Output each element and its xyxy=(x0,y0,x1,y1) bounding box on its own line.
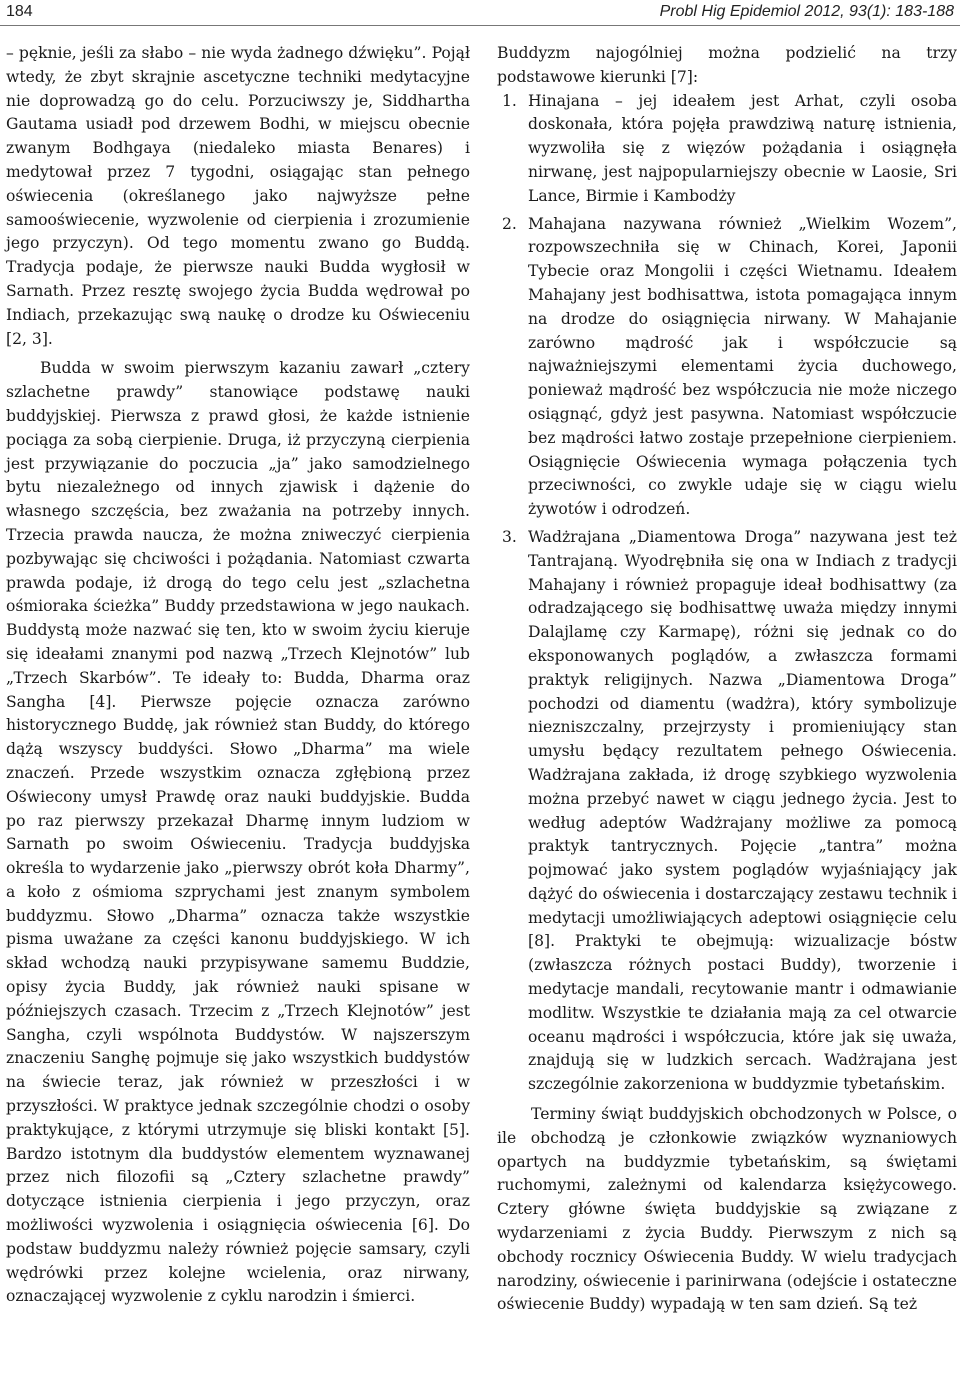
paragraph-buddhism-branches-intro: Buddyzm najogólniej można podzielić na trzy podstawowe kierunki [7]: xyxy=(497,44,957,86)
page-header xyxy=(0,0,960,26)
list-number: 2. xyxy=(502,214,517,233)
list-number: 3. xyxy=(502,527,517,546)
list-item-text: Hinajana – jej ideałem jest Arhat, czyli osoba doskonała, która pojęła prawdziwą naturę istnienia, wyzwoliła się z więzów pożądania i osiągnęła nirwanę, jest najpopularniejszy obecnie w Laosie, Sri Lance, Birmie i Kambodży xyxy=(528,91,957,205)
paragraph-buddhist-holidays: Terminy świąt buddyjskich obchodzonych w Polsce, o ile obchodzą je członkowie związków wyznaniowych opartych na buddyzmie tybetańskim, są świętami ruchomymi, zależnymi od kalendarza księżycowego. Cztery główne święta buddyjskie są związane z wydarzeniami z życia Buddy. Pierwszym z nich są obchody rocznicy Oświecenia Buddy. W wielu tradycjach narodziny, oświecenie i parinirwana (odejście i ostateczne oświecenie Buddy) wypadają w ten sam dzień. Są też xyxy=(497,1105,957,1314)
left-column xyxy=(6,42,470,1309)
list-number: 1. xyxy=(502,91,517,110)
page-number: 184 xyxy=(6,3,33,20)
list-item-text: Wadżrajana „Diamentowa Droga” nazywana jest też Tantrajaną. Wyodrębniła się ona w Indiach z tradycji Mahajany i również propaguje ideał bodhisattwy (za odradzającego się bodhisattwę uważa między innymi Dalajlamę czy Karmapę), różni się jednak co do eksponowanych poglądów, a zwłaszcza formami praktyk religijnych. Nazwa „Diamentowa Droga” pochodzi od diamentu (wadżra), który symbolizuje niezniszczalny, przejrzysty i promieniujący stan umysłu będący rezultatem pełnego Oświecenia. Wadżrajana zakłada, iż drogę szybkiego wyzwolenia można przebyć nawet w ciągu jednego życia. Jest to według adeptów Wadżrajany możliwe za pomocą praktyk tantrycznych. Pojęcie „tantra” można pojmować jako system poglądów wyjaśniający jak dążyć do oświecenia i dostarczający zestawu technik i medytacji umożliwiających adeptowi osiągnięcie celu [8]. Praktyki te obejmują: wizualizacje bóstw (zwłaszcza różnych postaci Buddy), tworzenie i medytacje mandali, recytowanie mantr i odmawianie modlitw. Wszystkie te działania mają za cel otwarcie oceanu mądrości i współczucia, które jak się uważa, znajdują się w ludzkich sercach. Wadżrajana jest szczególnie zakorzeniona w buddyzmie tybetańskim. xyxy=(528,527,957,1094)
paragraph-buddha-enlightenment: – pęknie, jeśli za słabo – nie wyda żadnego dźwięku”. Pojął wtedy, że zbyt skrajnie ascetyczne techniki medytacyjne nie doprowadzą go do celu. Porzuciwszy je, Siddhartha Gautama usiadł pod drzewem Bodhi, w miejscu obecnie zwanym Bodhgaya (niedaleko miasta Benares) i medytował przez 7 tygodni, osiągając stan pełnego oświecenia (określanego jako najwyższe pełne samooświecenie, wyzwolenie od cierpienia i zrozumienie jego przyczyn). Od tego momentu zwano go Buddą. Tradycja podaje, że pierwsze nauki Budda wygłosił w Sarnath. Przez resztę swojego życia Budda wędrował po Indiach, przekazując swą naukę o drodze ku Oświeceniu [2, 3]. xyxy=(6,44,470,348)
list-item-text: Mahajana nazywana również „Wielkim Wozem”, rozpowszechniła się w Chinach, Korei, Japonii Tybecie oraz Mongolii i części Wietnamu. Ideałem Mahajany jest bodhisattwa, istota pomagająca innym na drodze do osiągnięcia nirwany. W Mahajanie zarówno mądrość jak i współczucie są najważniejszymi elementami życia duchowego, ponieważ mądrość bez współczucia nie może niczego osiągnąć, gdyż jest pasywna. Natomiast współczucie bez mądrości łatwo zostaje przepełnione cierpieniem. Osiągnięcie Oświecenia wymaga połączenia tych przeciwności, co zwykle udaje się w ciągu wielu żywotów i odrodzeń. xyxy=(528,214,957,519)
header-rule xyxy=(0,25,960,26)
journal-reference: Probl Hig Epidemiol 2012, 93(1): 183-188 xyxy=(659,3,954,20)
right-column xyxy=(497,42,957,1317)
list-item-wadzrajana xyxy=(497,526,957,1097)
list-item-hinajana xyxy=(497,90,957,209)
list-item-mahajana xyxy=(497,213,957,522)
buddhism-branches-list xyxy=(497,90,957,1097)
paragraph-four-noble-truths: Budda w swoim pierwszym kazaniu zawarł „cztery szlachetne prawdy” stanowiące podstawę nauki buddyjskiej. Pierwsza z prawd głosi, że każde istnienie pociąga za sobą cierpienie. Druga, iż przyczyną cierpienia jest przywiązanie do poczucia „ja” jako samodzielnego bytu niezależnego od innych zjawisk i dążenie do własnego szczęścia, bez zważania na potrzeby innych. Trzecia prawda naucza, że można zniweczyć cierpienia pozbywając się chciwości i pożądania. Natomiast czwarta prawda podaje, iż drogą do tego celu jest „szlachetna ośmioraka ścieżka” Buddy przedstawiona w jego naukach. Buddystą może nazwać się ten, kto w swoim życiu kieruje się ideałami znanymi pod nazwą „Trzech Klejnotów” lub „Trzech Skarbów”. Te ideały to: Budda, Dharma oraz Sangha [4]. Pierwsze pojęcie oznacza zarówno historycznego Buddę, jak również stan Buddy, do którego dążą wszyscy buddyści. Słowo „Dharma” ma wiele znaczeń. Przede wszystkim oznacza zgłębioną przez Oświecony umysł Prawdę oraz nauki buddyjskie. Budda po raz pierwszy przekazał Dharmę innym ludziom w Sarnath po swoim Oświeceniu. Tradycja buddyjska określa to wydarzenie jako „pierwszy obrót koła Dharmy”, a koło z ośmioma szprychami jest znanym symbolem buddyzmu. Słowo „Dharma” oznacza także wszystkie pisma uważane za części kanonu buddyjskiego. W ich skład wchodzą nauki przypisywane samemu Buddzie, opisy życia Buddy, jak również nauki spisane w późniejszych czasach. Trzecim z „Trzech Klejnotów” jest Sangha, czyli wspólnota Buddystów. W najszerszym znaczeniu Sanghę pojmuje się jako wszystkich buddystów na świecie teraz, jak również w przeszłości i w przyszłości. W praktyce jednak szczególnie chodzi o osoby praktykujące, z którymi utrzymuje się bliski kontakt [5]. Bardzo istotnym dla buddystów elementem wyznawanej przez nich filozofii są „Cztery szlachetne prawdy” dotyczące istnienia cierpienia i jego przyczyn, oraz możliwości wyzwolenia i osiągnięcia oświecenia [6]. Do podstaw buddyzmu należy również pojęcie samsary, czyli wędrówki przez kolejne wcielenia, oraz nirwany, oznaczającej wyzwolenie z cyklu narodzin i śmierci. xyxy=(6,359,470,1306)
